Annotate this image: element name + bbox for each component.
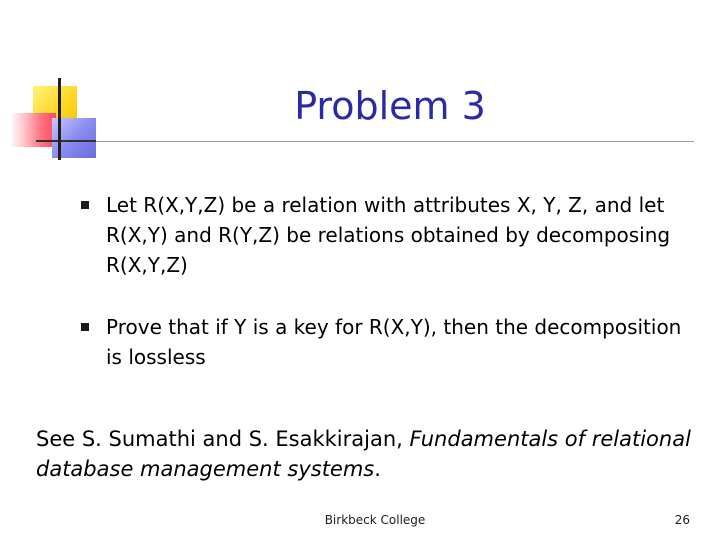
bullet-item	[80, 312, 690, 372]
bullet-list	[80, 190, 690, 404]
reference-suffix: .	[374, 457, 381, 481]
square-bullet-icon	[81, 323, 89, 331]
title-underline	[36, 141, 694, 142]
bullet-item	[80, 190, 690, 280]
bullet-text: Prove that if Y is a key for R(X,Y), then the decomposition is lossless	[106, 315, 682, 369]
title-underline-accent	[36, 140, 96, 142]
reference-prefix: See S. Sumathi and S. Esakkirajan,	[36, 427, 410, 451]
square-bullet-icon	[81, 201, 89, 209]
reference-citation	[36, 424, 706, 484]
footer-institution: Birkbeck College	[324, 513, 426, 527]
bullet-text: Let R(X,Y,Z) be a relation with attributes X, Y, Z, and let R(X,Y) and R(Y,Z) be relations obtained by decomposing R(X,Y,Z)	[106, 193, 671, 277]
slide-title: Problem 3	[294, 84, 486, 128]
decorative-vertical-line	[58, 78, 61, 160]
reference-book-title: Fundamentals of relational database management systems	[36, 427, 691, 481]
page-number: 26	[674, 513, 690, 527]
